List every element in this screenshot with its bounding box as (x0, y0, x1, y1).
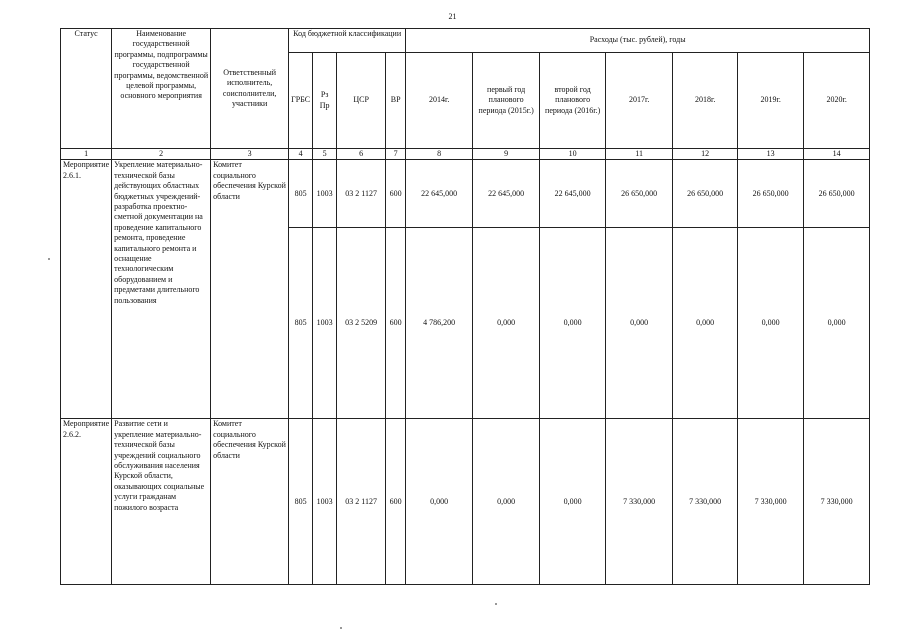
scan-speck (48, 258, 50, 260)
cell-2018: 0,000 (673, 228, 738, 419)
cell-2016: 22 645,000 (540, 160, 606, 228)
cell-2017: 7 330,000 (606, 419, 673, 585)
row-status: Мероприятие 2.6.1. (61, 160, 112, 419)
cell-vr: 600 (386, 228, 406, 419)
scan-speck (495, 603, 497, 605)
cell-2017: 0,000 (606, 228, 673, 419)
column-number: 12 (673, 149, 738, 160)
cell-csr: 03 2 1127 (337, 419, 386, 585)
cell-2019: 7 330,000 (738, 419, 804, 585)
page-number: 21 (448, 12, 457, 21)
row-program-name: Развитие сети и укрепление материально-технической базы учреждений социального обслуживания населения Курской области, оказывающих социальные услуги гражданам пожилого возраста (112, 419, 211, 585)
row-executor: Комитет социального обеспечения Курской области (211, 160, 289, 419)
header-year-2018: 2018г. (673, 53, 738, 149)
header-program-name: Наименование государственной программы, подпрограммы государственной программы, ведомственной целевой программы, основного мероприятия (112, 29, 211, 149)
cell-2018: 26 650,000 (673, 160, 738, 228)
cell-2020: 7 330,000 (804, 419, 870, 585)
cell-grbs: 805 (289, 419, 313, 585)
column-number: 6 (337, 149, 386, 160)
cell-2015: 22 645,000 (473, 160, 540, 228)
column-number: 5 (313, 149, 337, 160)
column-number-row (61, 149, 870, 160)
column-number: 3 (211, 149, 289, 160)
cell-grbs: 805 (289, 228, 313, 419)
cell-2016: 0,000 (540, 228, 606, 419)
header-executor: Ответственный исполнитель, соисполнители, участники (211, 29, 289, 149)
row-status: Мероприятие 2.6.2. (61, 419, 112, 585)
header-status: Статус (61, 29, 112, 149)
cell-2015: 0,000 (473, 228, 540, 419)
cell-2019: 0,000 (738, 228, 804, 419)
cell-2014: 22 645,000 (406, 160, 473, 228)
column-number: 11 (606, 149, 673, 160)
cell-csr: 03 2 1127 (337, 160, 386, 228)
cell-vr: 600 (386, 160, 406, 228)
cell-vr: 600 (386, 419, 406, 585)
cell-2014: 4 786,200 (406, 228, 473, 419)
column-number: 14 (804, 149, 870, 160)
column-number: 4 (289, 149, 313, 160)
column-number: 7 (386, 149, 406, 160)
cell-2019: 26 650,000 (738, 160, 804, 228)
cell-2014: 0,000 (406, 419, 473, 585)
scan-speck (340, 627, 342, 629)
cell-2017: 26 650,000 (606, 160, 673, 228)
budget-table (60, 28, 870, 585)
header-budget-classification: Код бюджетной классификации (289, 29, 406, 53)
header-year-2017: 2017г. (606, 53, 673, 149)
header-csr: ЦСР (337, 53, 386, 149)
column-number: 8 (406, 149, 473, 160)
header-year-2019: 2019г. (738, 53, 804, 149)
table-row (61, 160, 870, 228)
header-year-2020: 2020г. (804, 53, 870, 149)
header-year-2016: второй год планового периода (2016г.) (540, 53, 606, 149)
cell-2015: 0,000 (473, 419, 540, 585)
header-vr: ВР (386, 53, 406, 149)
column-number: 9 (473, 149, 540, 160)
cell-rzpr: 1003 (313, 228, 337, 419)
table-row (61, 419, 870, 585)
header-expenses: Расходы (тыс. рублей), годы (406, 29, 870, 53)
cell-csr: 03 2 5209 (337, 228, 386, 419)
cell-rzpr: 1003 (313, 160, 337, 228)
header-year-2014: 2014г. (406, 53, 473, 149)
cell-2018: 7 330,000 (673, 419, 738, 585)
column-number: 13 (738, 149, 804, 160)
row-program-name: Укрепление материально-технической базы действующих областных бюджетных учреждений-разработка проектно-сметной документации на проведение капитального ремонта, проведение капитального ремонта и оснащение технологическим оборудованием и предметами длительного пользования (112, 160, 211, 419)
cell-2020: 0,000 (804, 228, 870, 419)
column-number: 1 (61, 149, 112, 160)
row-executor: Комитет социального обеспечения Курской области (211, 419, 289, 585)
column-number: 10 (540, 149, 606, 160)
header-rzpr: Рз Пр (313, 53, 337, 149)
header-year-2015: первый год планового периода (2015г.) (473, 53, 540, 149)
cell-grbs: 805 (289, 160, 313, 228)
cell-2016: 0,000 (540, 419, 606, 585)
header-grbs: ГРБС (289, 53, 313, 149)
cell-rzpr: 1003 (313, 419, 337, 585)
cell-2020: 26 650,000 (804, 160, 870, 228)
column-number: 2 (112, 149, 211, 160)
